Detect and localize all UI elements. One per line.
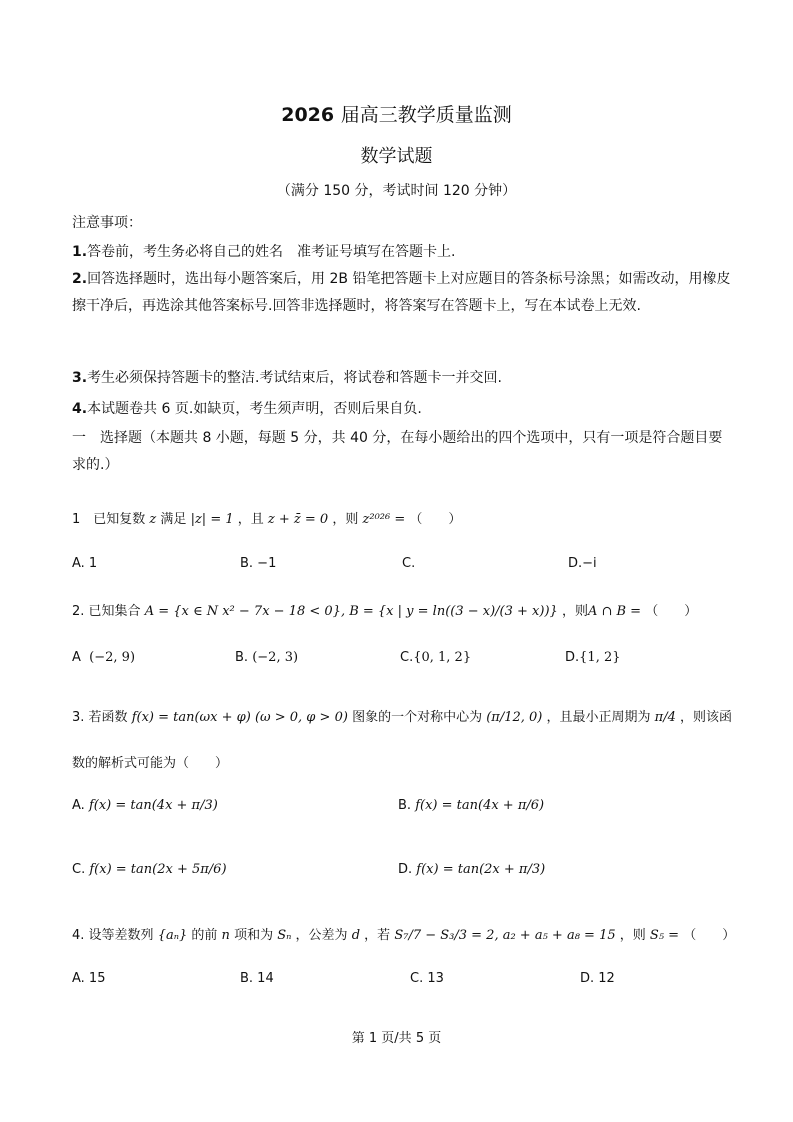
q1-expression: z²⁰²⁶ =	[362, 512, 406, 527]
q1-mid3: ，则	[332, 512, 359, 527]
q2-option-c	[400, 650, 471, 665]
note-2-num: 2.	[72, 271, 88, 287]
q3-c-value: f(x) = tan(2x + 5π/6)	[89, 862, 227, 877]
q4-expression: S₅ =	[649, 928, 680, 943]
q3-option-b	[398, 798, 544, 813]
q2-prefix: 2. 已知集合	[72, 604, 141, 619]
q3-mid3: ，则该函	[680, 710, 733, 725]
page-subtitle: 数学试题	[360, 146, 433, 167]
q3-d-value: f(x) = tan(2x + π/3)	[416, 862, 546, 877]
q3-prefix: 3. 若函数	[72, 710, 128, 725]
q1-mid2: ，且	[237, 512, 264, 527]
note-1-text: 答卷前，考生务必将自己的姓名 准考证号填写在答题卡上.	[87, 244, 456, 260]
note-3-text: 考生必须保持答题卡的整洁.考试结束后，将试卷和答题卡一并交回.	[87, 370, 502, 386]
title-year: 2026	[281, 104, 335, 126]
question-1	[72, 508, 461, 527]
note-2	[72, 266, 732, 320]
q4-sn: Sₙ	[277, 928, 292, 943]
page-number: 第 1 页/共 5 页	[351, 1031, 442, 1046]
question-4	[72, 924, 735, 943]
q2-d-label: D.	[565, 650, 580, 665]
q4-option-b: B. 14	[240, 971, 274, 986]
q3-option-c	[72, 862, 227, 877]
q2-b-value: (−2, 3)	[252, 650, 299, 665]
q4-option-a: A. 15	[72, 971, 106, 986]
notes-heading: 注意事项：	[72, 215, 142, 231]
q3-b-value: f(x) = tan(4x + π/6)	[415, 798, 545, 813]
q3-b-label: B.	[398, 798, 412, 813]
note-4	[72, 398, 422, 418]
q2-mid: ，则	[561, 604, 588, 619]
q3-mid2: ，且最小正周期为	[546, 710, 651, 725]
q2-expression: A ∩ B =	[587, 604, 642, 619]
q1-mid1: 满足	[160, 512, 187, 527]
q4-option-d: D. 12	[580, 971, 615, 986]
note-1	[72, 241, 456, 261]
q3-mid1: 图象的一个对称中心为	[352, 710, 483, 725]
q4-d: d	[351, 928, 361, 943]
q1-option-a: A. 1	[72, 556, 98, 571]
q3-d-label: D.	[398, 862, 413, 877]
page-title	[0, 100, 793, 127]
q4-condition: S₇/7 − S₃/3 = 2, a₂ + a₅ + a₈ = 15	[394, 928, 616, 943]
q4-mid3: ，公差为	[295, 928, 348, 943]
section-heading: 一 选择题（本题共 8 小题，每题 5 分，共 40 分，在每小题给出的四个选项中，只有一项是符合题目要求的.）	[72, 430, 723, 473]
q4-mid4: ，若	[364, 928, 391, 943]
q2-c-label: C.	[400, 650, 414, 665]
q2-c-value: {0, 1, 2}	[413, 650, 472, 665]
q4-sequence: {aₙ}	[157, 928, 188, 943]
question-3	[72, 706, 732, 725]
q3-a-label: A.	[72, 798, 85, 813]
note-3-num: 3.	[72, 370, 88, 386]
q2-option-a	[72, 650, 135, 665]
q1-var: z	[149, 512, 157, 527]
note-1-num: 1.	[72, 244, 88, 260]
q2-option-b	[235, 650, 298, 665]
q1-condition2: z + z̄ = 0	[267, 512, 329, 527]
q2-set-b: , B = {x | y = ln((3 − x)/(3 + x))}	[340, 604, 558, 619]
q4-mid5: ，则	[619, 928, 646, 943]
q2-option-d	[565, 650, 621, 665]
note-3	[72, 367, 502, 387]
q1-condition: |z| = 1	[190, 512, 234, 527]
q2-answer-paren: （ ）	[645, 604, 698, 619]
note-2-text: 回答选择题时，选出每小题答案后，用 2B 铅笔把答题卡上对应题目的答条标号涂黑；如需改动，用橡皮擦干净后，再选涂其他答案标号.回答非选择题时，将答案写在答题卡上，写在本试卷上无效.	[72, 271, 731, 314]
q3-option-d	[398, 862, 545, 877]
q3-period: π/4	[654, 710, 676, 725]
q3-c-label: C.	[72, 862, 86, 877]
q1-option-b: B. −1	[240, 556, 277, 571]
q1-option-c: C.	[402, 556, 416, 571]
q4-n: n	[221, 928, 230, 943]
q2-a-label: A	[72, 650, 81, 665]
note-4-text: 本试题卷共 6 页.如缺页，考生须声明，否则后果自负.	[87, 401, 422, 417]
q4-answer-paren: （ ）	[683, 928, 736, 943]
q3-function: f(x) = tan(ωx + φ) (ω > 0, φ > 0)	[131, 710, 348, 725]
q3-a-value: f(x) = tan(4x + π/3)	[88, 798, 218, 813]
q3-center: (π/12, 0)	[486, 710, 543, 725]
exam-info: （满分 150 分，考试时间 120 分钟）	[276, 183, 517, 199]
q2-b-label: B.	[235, 650, 249, 665]
note-4-num: 4.	[72, 401, 88, 417]
q1-option-d: D.−i	[568, 556, 597, 571]
q2-a-value: (−2, 9)	[89, 650, 136, 665]
q2-set-a: A = {x ∈ N x² − 7x − 18 < 0}	[144, 604, 341, 619]
q3-line2: 数的解析式可能为（ ）	[72, 756, 229, 771]
q4-option-c: C. 13	[410, 971, 444, 986]
q4-prefix: 4. 设等差数列	[72, 928, 154, 943]
q4-mid2: 项和为	[234, 928, 274, 943]
q2-d-value: {1, 2}	[579, 650, 621, 665]
title-text: 届高三教学质量监测	[340, 104, 512, 126]
q1-prefix: 1 已知复数	[72, 512, 146, 527]
q3-option-a	[72, 798, 218, 813]
q1-answer-paren: （ ）	[409, 512, 462, 527]
q4-mid1: 的前	[191, 928, 218, 943]
question-2	[72, 600, 697, 619]
